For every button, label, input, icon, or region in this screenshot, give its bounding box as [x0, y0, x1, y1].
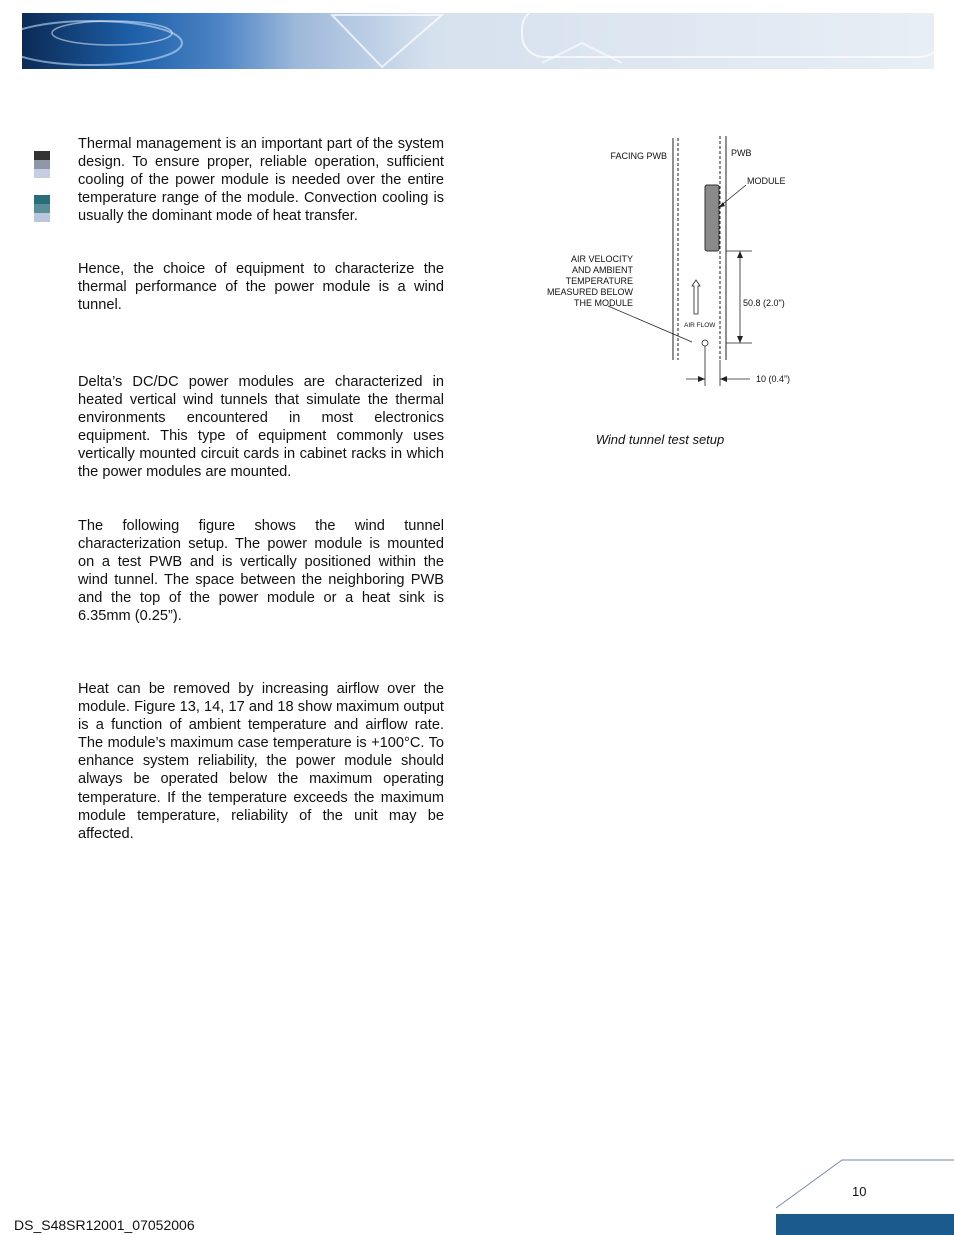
section-marker-2: [34, 195, 50, 222]
pwb-label: PWB: [731, 148, 752, 158]
gap-dim-right-arrowhead: [720, 376, 727, 382]
paragraph-setup-description: The following figure shows the wind tunnel characterization setup. The power module is mounted on a test PWB and is vertically positioned within the wind tunnel. The space between the neighboring PWB and the top of the power module or a heat sink is 6.35mm (0.25”).: [78, 518, 444, 625]
figure-caption: Wind tunnel test setup: [595, 432, 725, 447]
measurement-leader-line: [608, 306, 692, 342]
wind-tunnel-diagram: [530, 128, 830, 398]
banner-graphic: [22, 13, 934, 69]
header-banner: [22, 13, 934, 69]
paragraph-equipment-choice: Hence, the choice of equipment to characterize the thermal performance of the power module is a wind tunnel.: [78, 261, 444, 314]
measurement-label-line-5: THE MODULE: [573, 298, 633, 308]
paragraph-heat-removal: Heat can be removed by increasing airflow over the module. Figure 13, 14, 17 and 18 show maximum output is a function of ambient temperature and airflow rate. The module’s maximum case temperature is +100°C. To enhance system reliability, the power module should always be operated below the maximum operating temperature. If the temperature exceeds the maximum module temperature, reliability of the unit may be affected.: [78, 681, 444, 842]
page-number: 10: [852, 1184, 867, 1199]
height-dimension-label: 50.8 (2.0"): [743, 298, 785, 308]
measurement-label-line-3: TEMPERATURE: [565, 276, 633, 286]
measurement-point: [702, 340, 708, 346]
module-label: MODULE: [747, 176, 786, 186]
measurement-label-line-1: AIR VELOCITY: [570, 254, 633, 264]
paragraph-thermal-management: Thermal management is an important part of the system design. To ensure proper, reliable operation, sufficient cooling of the power module is needed over the entire temperature range of the module. Convection cooling is usually the dominant mode of heat transfer.: [78, 136, 444, 225]
air-flow-label: AIR FLOW: [684, 322, 716, 329]
gap-dimension-label: 10 (0.4”): [756, 374, 791, 384]
facing-pwb-label: FACING PWB: [610, 151, 667, 161]
section-marker-1: [34, 151, 50, 178]
gap-dim-left-arrowhead: [698, 376, 705, 382]
measurement-label-line-2: AND AMBIENT: [571, 265, 633, 275]
document-id: DS_S48SR12001_07052006: [14, 1217, 195, 1233]
height-dim-arrow-bottom: [737, 336, 743, 343]
paragraph-wind-tunnels: Delta’s DC/DC power modules are characterized in heated vertical wind tunnels that simulate the thermal environments encountered in most electronics equipment. This type of equipment commonly uses vertically mounted circuit cards in cabinet racks in which the power modules are mounted.: [78, 374, 444, 481]
air-flow-arrow: [692, 280, 700, 314]
module-block: [705, 185, 719, 251]
footer-bar: [776, 1214, 954, 1235]
measurement-label-line-4: MEASURED BELOW: [546, 287, 633, 297]
height-dim-arrow-top: [737, 251, 743, 258]
